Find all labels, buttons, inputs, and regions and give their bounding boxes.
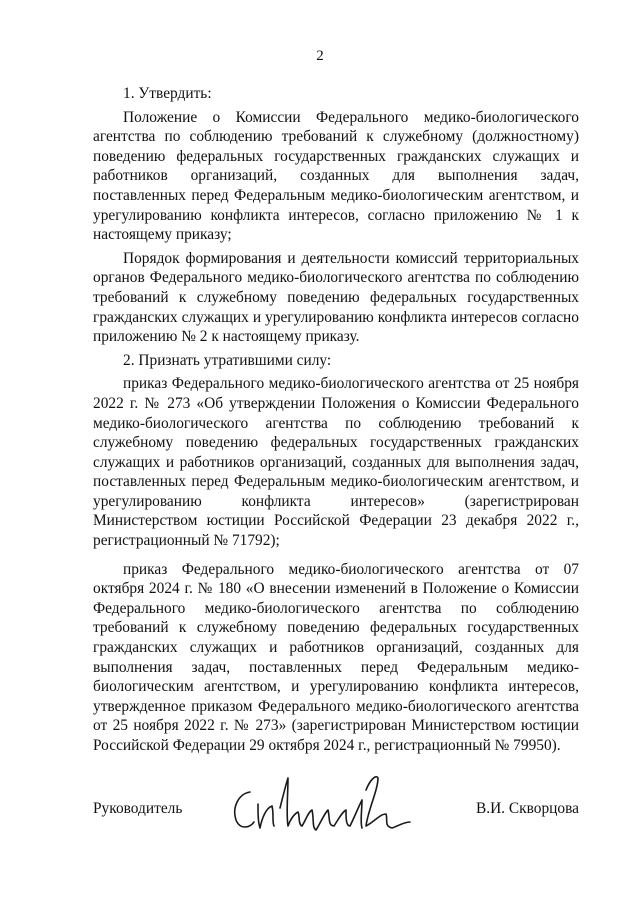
signatory-name: В.И. Скворцова <box>475 800 579 817</box>
clause-1-item-procedure: Порядок формирования и деятельности комиссий территориальных органов Федерального медико-биологического агентства по соблюдению требований к служебному поведению федеральных государственных гражданских служащих и урегулированию конфликта интересов согласно приложению № 2 к настоящему приказу. <box>93 249 579 346</box>
signatory-title: Руководитель <box>93 800 183 817</box>
document-body <box>93 84 579 756</box>
clause-2-item-order-180: приказ Федерального медико-биологического агентства от 07 октября 2024 г. № 180 «О внесении изменений в Положение о Комиссии Федерального медико-биологического агентства по соблюдению требований к служебному поведению федеральных государственных гражданских служащих и работников организаций, созданных для выполнения задач, поставленных перед Федеральным медико-биологическим агентством, и урегулированию конфликта интересов, утвержденное приказом Федерального медико-биологического агентства от 25 ноября 2022 г. № 273» (зарегистрирован Министерством юстиции Российской Федерации 29 октября 2024 г., регистрационный № 79950). <box>93 560 579 754</box>
handwritten-signature-icon <box>228 770 418 840</box>
clause-1-heading: 1. Утвердить: <box>123 85 212 102</box>
page-number: 2 <box>316 48 324 64</box>
clause-2-item-order-273: приказ Федерального медико-биологического агентства от 25 ноября 2022 г. № 273 «Об утверждении Положения о Комиссии Федерального медико-биологического агентства по соблюдению требований к служебному поведению федеральных государственных гражданских служащих и работников организаций, созданных для выполнения задач, поставленных перед Федеральным медико-биологическим агентством, и урегулированию конфликта интересов» (зарегистрирован Министерством юстиции Российской Федерации 23 декабря 2022 г., регистрационный № 71792); <box>93 375 579 550</box>
clause-2-heading: 2. Признать утратившими силу: <box>123 351 332 369</box>
signature-block <box>93 770 579 840</box>
clause-1-item-regulation: Положение о Комиссии Федерального медико-биологического агентства по соблюдению требований к служебному (должностному) поведению федеральных государственных гражданских служащих и работников организаций, созданных для выполнения задач, поставленных перед Федеральным медико-биологическим агентством, и урегулированию конфликта интересов, согласно приложению № 1 к настоящему приказу; <box>93 108 579 244</box>
